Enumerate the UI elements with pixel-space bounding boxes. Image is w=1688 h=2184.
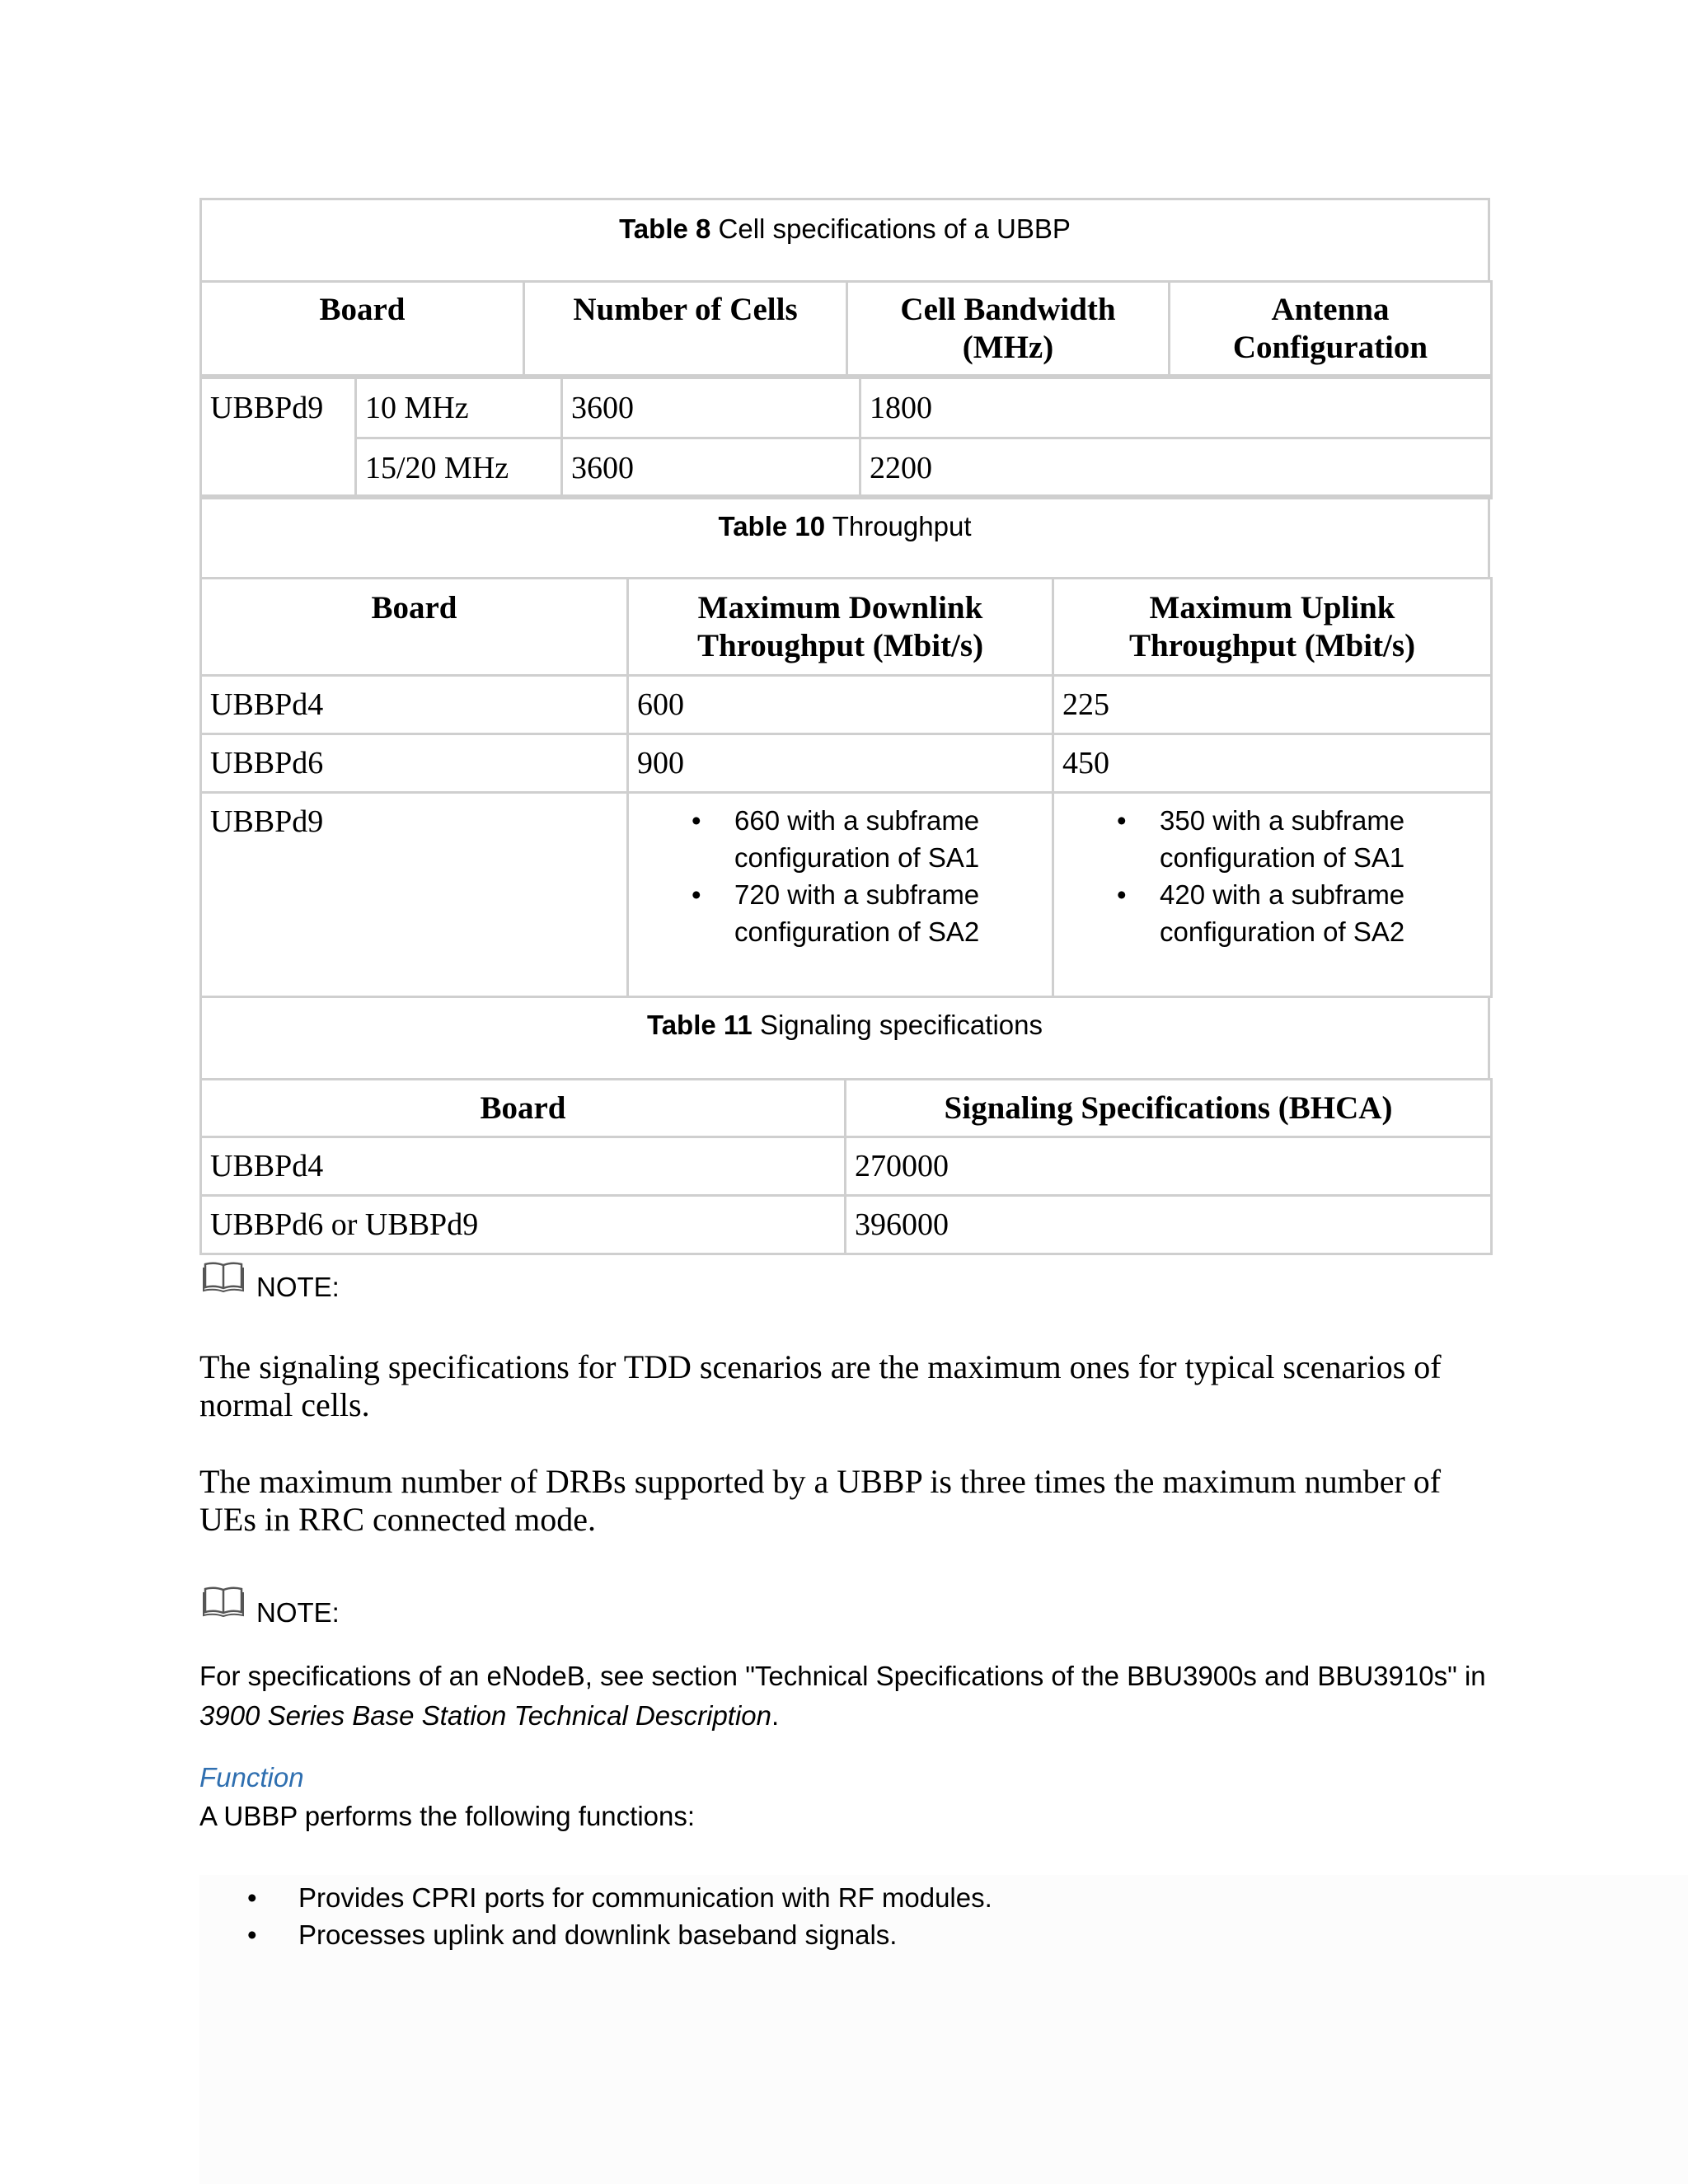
- function-list: [247, 1879, 992, 1953]
- table11-header-bhca: Signaling Specifications (BHCA): [846, 1080, 1492, 1137]
- table11-row2-board: UBBPd6 or UBBPd9: [201, 1196, 846, 1254]
- function-item-2: Processes uplink and downlink baseband signals.: [298, 1919, 898, 1950]
- table8-board-cell: [201, 378, 356, 499]
- list-item: [247, 1916, 992, 1953]
- table10-header-board: Board: [201, 579, 628, 676]
- table10-header-up: Maximum Uplink Throughput (Mbit/s): [1053, 579, 1492, 676]
- table8-header: [199, 280, 1493, 377]
- table11-header-board: Board: [201, 1080, 846, 1137]
- table11-row1-value: 270000: [846, 1137, 1492, 1196]
- function-intro: A UBBP performs the following functions:: [199, 1801, 696, 1831]
- book-icon: [203, 1261, 244, 1292]
- note-label-1: NOTE:: [256, 1272, 340, 1302]
- function-heading: Function: [199, 1762, 304, 1793]
- bullet: •: [692, 805, 701, 836]
- table10: [199, 577, 1493, 998]
- table8-row1-value: 1800: [860, 378, 1492, 438]
- table11-row1-board: UBBPd4: [201, 1137, 846, 1196]
- table10-row2-down: 900: [628, 734, 1053, 793]
- table8-header-board: Board: [201, 282, 524, 376]
- table8-row1-bandwidth: 10 MHz: [356, 378, 562, 438]
- table10-caption-text: Throughput: [832, 511, 972, 541]
- bullet: •: [247, 1919, 257, 1950]
- book-icon: [203, 1586, 244, 1617]
- down-item-2: 720 with a subframe configuration of SA2: [734, 879, 980, 947]
- table10-row1-up: 225: [1053, 676, 1492, 734]
- function-item-1: Provides CPRI ports for communication with RF modules.: [298, 1882, 992, 1913]
- down-item-1: 660 with a subframe configuration of SA1: [734, 805, 980, 873]
- table10-row3-down: [628, 793, 1053, 997]
- table10-row3-up: [1053, 793, 1492, 997]
- table10-row1-board: UBBPd4: [201, 676, 628, 734]
- table8-header-bandwidth: Cell Bandwidth (MHz): [847, 282, 1170, 376]
- table11-caption: [199, 996, 1490, 1078]
- note-label-2: NOTE:: [256, 1597, 340, 1628]
- table11: [199, 1078, 1493, 1255]
- down-bullet-list: [692, 802, 1043, 950]
- bullet: •: [692, 879, 701, 910]
- table8-row2-bandwidth: 15/20 MHz: [356, 438, 562, 499]
- bullet: •: [1117, 879, 1127, 910]
- table8-row2-value: 2200: [860, 438, 1492, 499]
- table8-header-antenna: Antenna Configuration: [1170, 282, 1492, 376]
- list-item: [1117, 802, 1482, 876]
- list-item: [692, 802, 1043, 876]
- table10-row2-board: UBBPd6: [201, 734, 628, 793]
- list-item: [692, 876, 1043, 950]
- list-item: [247, 1879, 992, 1916]
- table8-row2-cells: 3600: [562, 438, 860, 499]
- note2-after: .: [771, 1700, 780, 1731]
- table8-header-cells: Number of Cells: [524, 282, 847, 376]
- note2-before: For specifications of an eNodeB, see section "Technical Specifications of the BBU3900s and BBU3910s" in: [199, 1661, 1486, 1691]
- table10-caption: [199, 494, 1490, 577]
- table8-row1-cells: 3600: [562, 378, 860, 438]
- table8-caption: [199, 198, 1490, 280]
- table10-header-down: Maximum Downlink Throughput (Mbit/s): [628, 579, 1053, 676]
- list-item: [1117, 876, 1482, 950]
- table8-caption-text: Cell specifications of a UBBP: [718, 213, 1071, 244]
- paragraph-2: The maximum number of DRBs supported by a UBBP is three times the maximum number of UEs in RRC connected mode.: [199, 1463, 1442, 1538]
- paragraph-1: The signaling specifications for TDD scenarios are the maximum ones for typical scenarios of normal cells.: [199, 1348, 1442, 1423]
- table11-row2-value: 396000: [846, 1196, 1492, 1254]
- table11-caption-num: Table 11: [646, 1010, 753, 1040]
- table8-caption-num: Table 8: [619, 213, 711, 244]
- table10-caption-num: Table 10: [718, 511, 826, 541]
- table10-row2-up: 450: [1053, 734, 1492, 793]
- table11-caption-text: Signaling specifications: [759, 1010, 1043, 1040]
- note2-doc-title: 3900 Series Base Station Technical Description: [199, 1700, 772, 1731]
- bullet: •: [247, 1882, 257, 1913]
- up-item-1: 350 with a subframe configuration of SA1: [1160, 805, 1405, 873]
- table10-row1-down: 600: [628, 676, 1053, 734]
- up-bullet-list: [1117, 802, 1482, 950]
- up-item-2: 420 with a subframe configuration of SA2: [1160, 879, 1405, 947]
- note2-text: [199, 1657, 1493, 1736]
- table10-row3-board: UBBPd9: [201, 793, 628, 997]
- table8-body: [199, 377, 1493, 499]
- bullet: •: [1117, 805, 1127, 836]
- table8-board: UBBPd9: [210, 391, 324, 425]
